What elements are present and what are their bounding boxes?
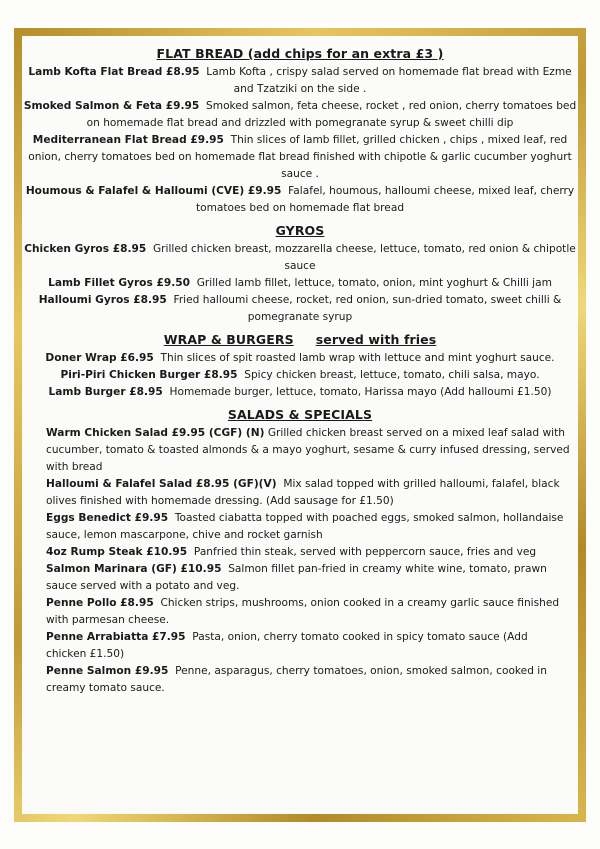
item-name: Halloumi Gyros £8.95 <box>38 294 167 306</box>
item-description: Mix salad topped with grilled halloumi, falafel, black olives finished with homemade dressing. (Add sausage for £1.50) <box>46 478 560 507</box>
menu-item <box>22 241 578 275</box>
menu-item <box>22 98 578 132</box>
item-name: Piri-Piri Chicken Burger £8.95 <box>60 369 238 381</box>
item-name: 4oz Rump Steak £10.95 <box>46 546 188 558</box>
menu-item <box>22 629 578 663</box>
menu-item <box>22 384 578 401</box>
item-name: Doner Wrap £6.95 <box>45 352 154 364</box>
menu-item <box>22 132 578 183</box>
section-title-text: WRAP & BURGERS <box>163 332 294 347</box>
menu-item <box>22 292 578 326</box>
menu-content <box>22 40 578 810</box>
menu-item <box>22 367 578 384</box>
section-title-flatbread: FLAT BREAD (add chips for an extra £3 ) <box>156 46 444 61</box>
menu-item <box>22 425 578 476</box>
item-description: Homemade burger, lettuce, tomato, Harissa mayo (Add halloumi £1.50) <box>169 386 552 398</box>
item-description: Falafel, houmous, halloumi cheese, mixed leaf, cherry tomatoes bed on homemade flat bread <box>195 185 575 214</box>
item-name: Halloumi & Falafel Salad £8.95 (GF)(V) <box>46 478 277 490</box>
item-description: Grilled chicken breast served on a mixed leaf salad with cucumber, tomato & toasted almonds & a mayo yoghurt, sesame & curry infused dressing, served with bread <box>46 427 570 473</box>
item-name: Eggs Benedict £9.95 <box>46 512 169 524</box>
item-description: Grilled lamb fillet, lettuce, tomato, onion, mint yoghurt & Chilli jam <box>196 277 552 289</box>
item-name: Chicken Gyros £8.95 <box>24 243 147 255</box>
menu-item <box>22 561 578 595</box>
item-name: Houmous & Falafel & Halloumi (CVE) £9.95 <box>25 185 282 197</box>
menu-item <box>22 275 578 292</box>
item-description: Pasta, onion, cherry tomato cooked in spicy tomato sauce (Add chicken £1.50) <box>46 631 528 660</box>
item-description: Spicy chicken breast, lettuce, tomato, chili salsa, mayo. <box>244 369 540 381</box>
item-description: Penne, asparagus, cherry tomatoes, onion, smoked salmon, cooked in creamy tomato sauce. <box>46 665 547 694</box>
item-description: Thin slices of lamb fillet, grilled chicken , chips , mixed leaf, red onion, cherry tomatoes bed on homemade flat bread finished with chipotle & garlic cucumber yoghurt sauce . <box>28 134 572 180</box>
item-name: Warm Chicken Salad £9.95 (CGF) (N) <box>46 427 265 439</box>
item-description: Thin slices of spit roasted lamb wrap with lettuce and mint yoghurt sauce. <box>160 352 555 364</box>
menu-item <box>22 64 578 98</box>
menu-item <box>22 544 578 561</box>
menu-item <box>22 510 578 544</box>
item-description: Smoked salmon, feta cheese, rocket , red onion, cherry tomatoes bed on homemade flat bread and drizzled with pomegranate syrup & sweet chilli dip <box>86 100 577 129</box>
menu-item <box>22 183 578 217</box>
item-description: Grilled chicken breast, mozzarella cheese, lettuce, tomato, red onion & chipotle sauce <box>152 243 576 272</box>
section-note: served with fries <box>315 332 437 347</box>
item-name: Penne Pollo £8.95 <box>46 597 154 609</box>
menu-item <box>22 350 578 367</box>
item-name: Lamb Burger £8.95 <box>48 386 163 398</box>
item-description: Fried halloumi cheese, rocket, red onion, sun-dried tomato, sweet chilli & pomegranate syrup <box>173 294 562 323</box>
item-name: Salmon Marinara (GF) £10.95 <box>46 563 222 575</box>
item-description: Lamb Kofta , crispy salad served on homemade flat bread with Ezme and Tzatziki on the side . <box>206 66 572 95</box>
item-name: Mediterranean Flat Bread £9.95 <box>32 134 224 146</box>
section-title-gyros: GYROS <box>275 223 325 238</box>
menu-item <box>22 663 578 697</box>
item-name: Lamb Kofta Flat Bread £8.95 <box>28 66 200 78</box>
item-name: Penne Arrabiatta £7.95 <box>46 631 186 643</box>
section-title-wraps <box>22 332 578 347</box>
menu-item <box>22 595 578 629</box>
item-name: Lamb Fillet Gyros £9.50 <box>48 277 190 289</box>
item-description: Panfried thin steak, served with peppercorn sauce, fries and veg <box>193 546 537 558</box>
menu-item <box>22 476 578 510</box>
item-description: Salmon fillet pan-fried in creamy white wine, tomato, prawn sauce served with a potato and veg. <box>46 563 547 592</box>
section-title-salads: SALADS & SPECIALS <box>227 407 373 422</box>
item-name: Smoked Salmon & Feta £9.95 <box>23 100 200 112</box>
item-name: Penne Salmon £9.95 <box>46 665 169 677</box>
item-description: Chicken strips, mushrooms, onion cooked in a creamy garlic sauce finished with parmesan cheese. <box>46 597 560 626</box>
item-description: Toasted ciabatta topped with poached eggs, smoked salmon, hollandaise sauce, lemon mascarpone, chive and rocket garnish <box>46 512 564 541</box>
